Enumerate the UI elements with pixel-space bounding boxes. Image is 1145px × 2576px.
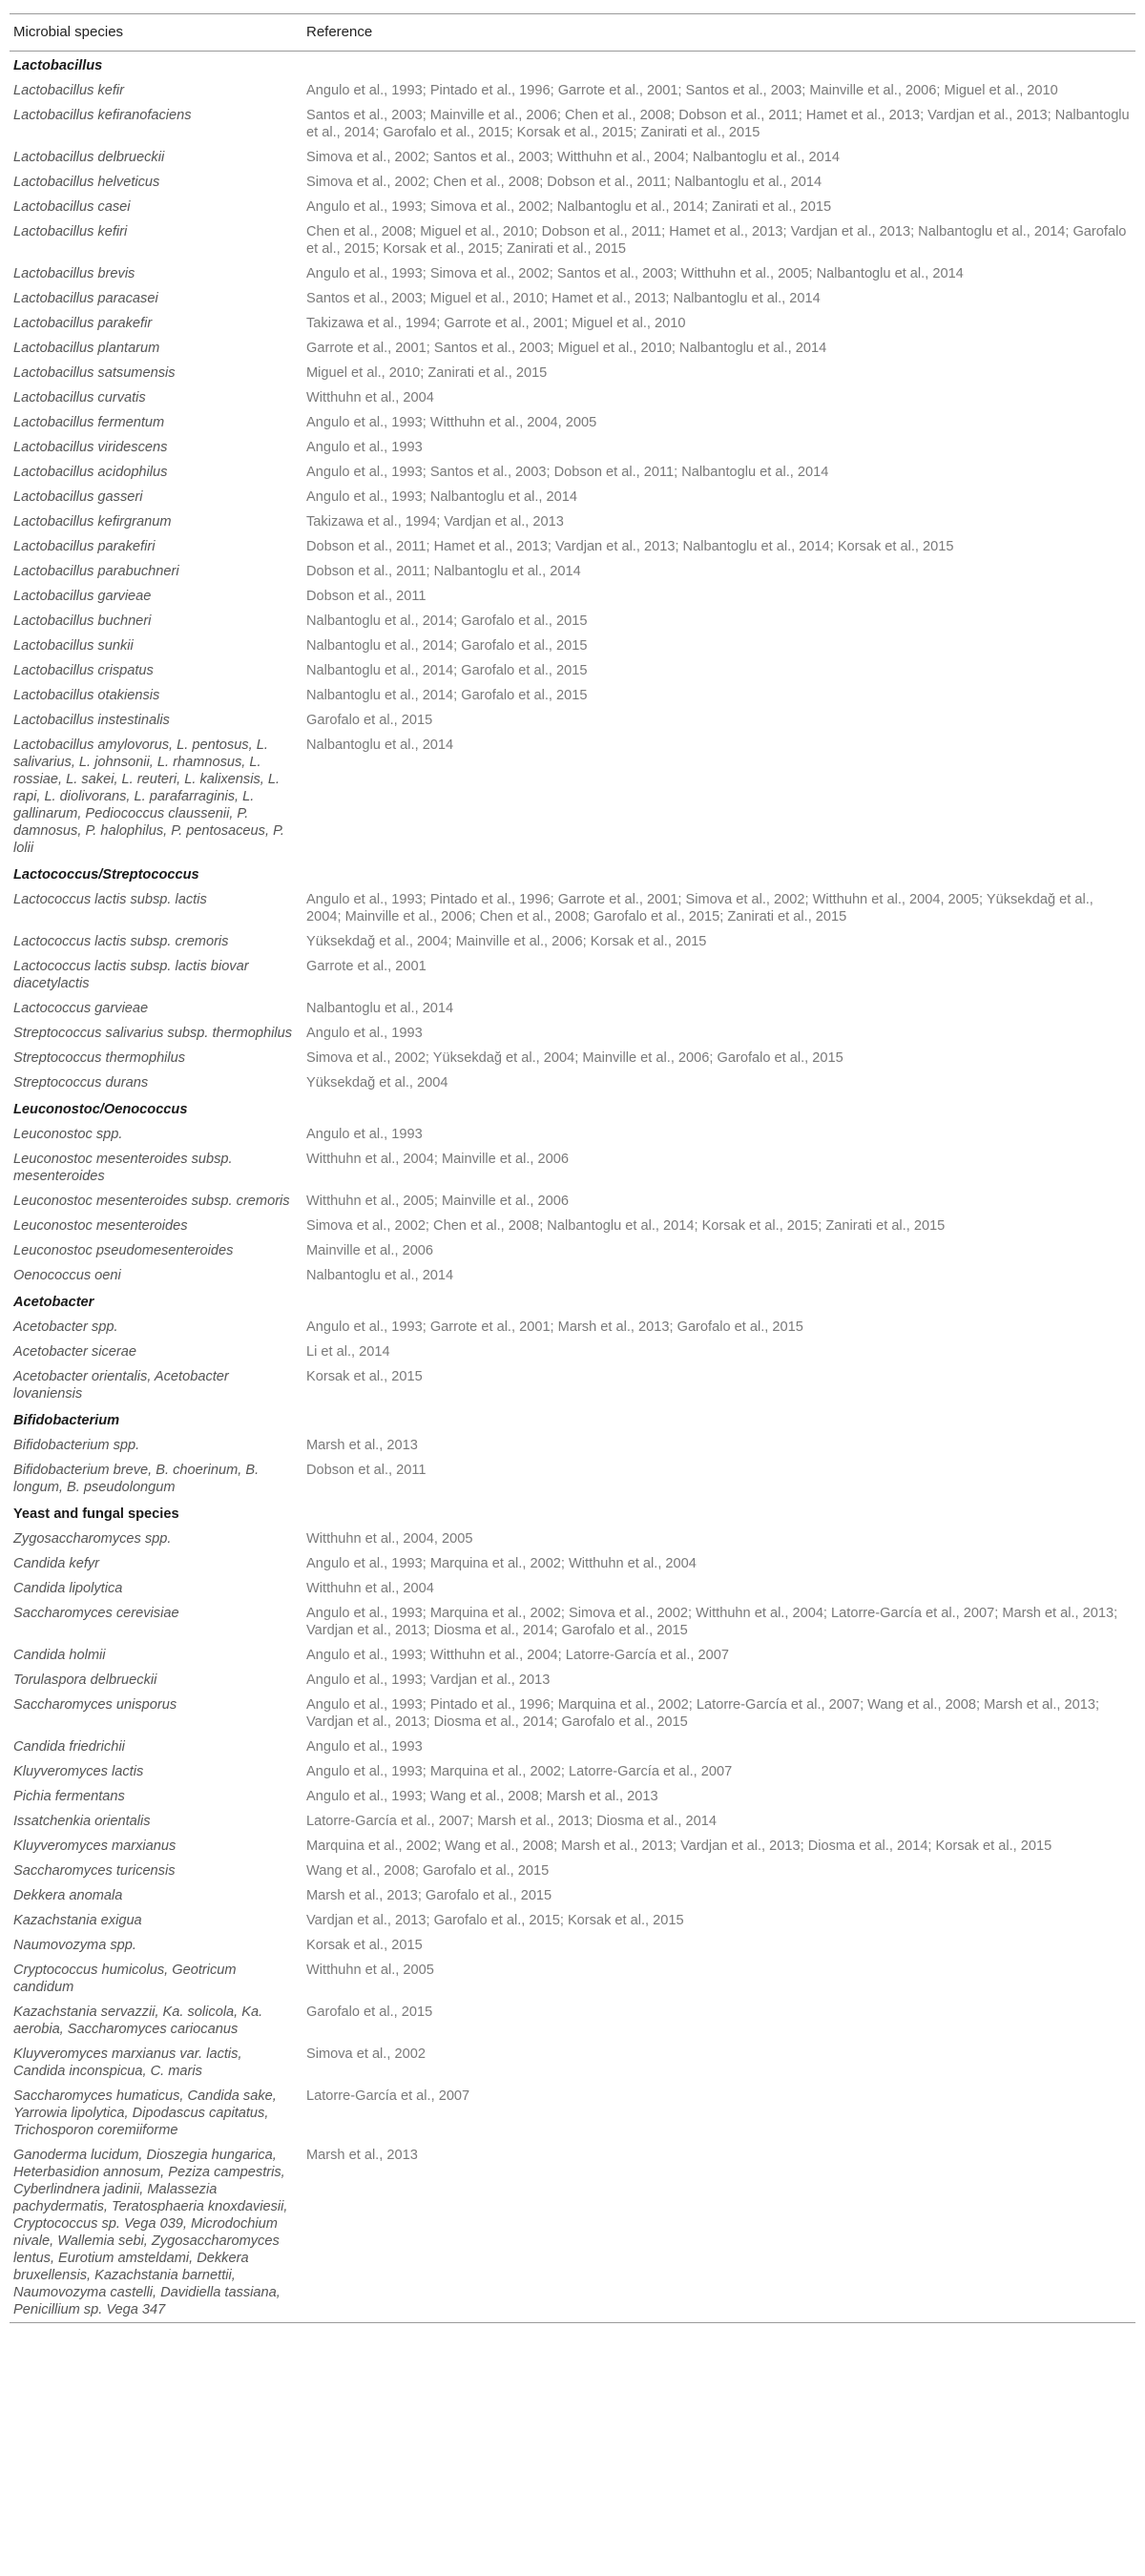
- reference-cell: Angulo et al., 1993: [306, 1127, 423, 1142]
- reference-cell: Angulo et al., 1993; Vardjan et al., 2013: [306, 1672, 551, 1688]
- table-row: [10, 1693, 1135, 1735]
- table-header: [10, 14, 1135, 52]
- reference-cell: Santos et al., 2003; Miguel et al., 2010; Hamet et al., 2013; Nalbantoglu et al., 2014: [306, 291, 821, 306]
- table-row: [10, 509, 1135, 534]
- species-cell: Lactobacillus crispatus: [13, 663, 154, 678]
- reference-cell: Miguel et al., 2010; Zanirati et al., 2015: [306, 365, 548, 381]
- reference-cell: Angulo et al., 1993; Pintado et al., 1996; Marquina et al., 2002; Latorre-García et al., 2007; Wang et al., 2008; Marsh et al., 2013; Vardjan et al., 2013; Diosma et al., 2014; Garofalo et al., 2015: [306, 1697, 1100, 1730]
- section-row: [10, 52, 1135, 79]
- species-cell: Lactobacillus satsumensis: [13, 365, 176, 381]
- species-cell: Saccharomyces unisporus: [13, 1697, 177, 1713]
- reference-cell: Marsh et al., 2013; Garofalo et al., 2015: [306, 1888, 552, 1903]
- species-cell: Lactobacillus acidophilus: [13, 465, 168, 480]
- table-row: [10, 286, 1135, 311]
- species-cell: Lactobacillus plantarum: [13, 341, 160, 356]
- table-row: [10, 385, 1135, 410]
- species-cell: Issatchenkia orientalis: [13, 1814, 151, 1829]
- species-cell: Leuconostoc mesenteroides subsp. cremoris: [13, 1194, 290, 1209]
- reference-cell: Wang et al., 2008; Garofalo et al., 2015: [306, 1863, 550, 1879]
- table-row: [10, 559, 1135, 584]
- species-cell: Lactobacillus helveticus: [13, 175, 160, 190]
- species-cell: Lactobacillus kefiri: [13, 224, 128, 239]
- species-cell: Leuconostoc mesenteroides subsp. mesenteroides: [13, 1152, 233, 1184]
- species-cell: Acetobacter spp.: [13, 1319, 118, 1335]
- reference-cell: Angulo et al., 1993; Garrote et al., 2001; Marsh et al., 2013; Garofalo et al., 2015: [306, 1319, 803, 1335]
- reference-cell: Mainville et al., 2006: [306, 1243, 434, 1258]
- species-cell: Leuconostoc mesenteroides: [13, 1218, 188, 1234]
- reference-cell: Chen et al., 2008; Miguel et al., 2010; Dobson et al., 2011; Hamet et al., 2013; Vardjan et al., 2013; Nalbantoglu et al., 2014; Garofalo et al., 2015; Korsak et al., 2015; Zanirati et al., 2015: [306, 224, 1127, 257]
- reference-cell: Marsh et al., 2013: [302, 2143, 1135, 2323]
- table-row: [10, 1189, 1135, 1214]
- table-row: [10, 1958, 1135, 2000]
- reference-cell: Angulo et al., 1993; Simova et al., 2002; Nalbantoglu et al., 2014; Zanirati et al., 2015: [306, 199, 832, 215]
- table-row: [10, 1601, 1135, 1643]
- reference-cell: Nalbantoglu et al., 2014: [306, 1268, 454, 1283]
- reference-cell: Garofalo et al., 2015: [306, 713, 433, 728]
- reference-cell: Angulo et al., 1993; Marquina et al., 2002; Witthuhn et al., 2004: [306, 1556, 697, 1571]
- species-cell: Saccharomyces humaticus, Candida sake, Yarrowia lipolytica, Dipodascus capitatus, Trichosporon coremiiforme: [13, 2088, 277, 2138]
- reference-cell: Dobson et al., 2011; Nalbantoglu et al., 2014: [306, 564, 581, 579]
- table-row: [10, 1834, 1135, 1859]
- reference-cell: Angulo et al., 1993: [306, 1739, 423, 1755]
- table-row: [10, 1908, 1135, 1933]
- table-row: [10, 584, 1135, 609]
- reference-cell: Dobson et al., 2011: [306, 1463, 427, 1478]
- table-row: [10, 410, 1135, 435]
- section-title: Leuconostoc/Oenococcus: [13, 1102, 188, 1117]
- species-cell: Lactococcus lactis subsp. lactis: [13, 892, 207, 907]
- table-row: [10, 708, 1135, 733]
- species-cell: Lactobacillus brevis: [13, 266, 135, 281]
- table-row: [10, 1147, 1135, 1189]
- species-cell: Streptococcus durans: [13, 1075, 149, 1091]
- table-row: [10, 534, 1135, 559]
- reference-cell: Angulo et al., 1993; Pintado et al., 1996; Garrote et al., 2001; Santos et al., 2003; Mainville et al., 2006; Miguel et al., 2010: [306, 83, 1058, 98]
- reference-cell: Witthuhn et al., 2005: [306, 1963, 434, 1978]
- table-row: [10, 361, 1135, 385]
- table-row: [10, 1364, 1135, 1406]
- table-row: [10, 1735, 1135, 1759]
- table-row: [10, 683, 1135, 708]
- reference-cell: Li et al., 2014: [306, 1344, 390, 1360]
- species-cell: Lactobacillus parakefir: [13, 316, 153, 331]
- microbial-species-table: [10, 13, 1135, 2323]
- reference-cell: Nalbantoglu et al., 2014: [306, 1001, 454, 1016]
- table-row: [10, 658, 1135, 683]
- table-row: [10, 2084, 1135, 2143]
- reference-cell: Witthuhn et al., 2004: [306, 390, 434, 405]
- reference-cell: Garrote et al., 2001; Santos et al., 2003; Miguel et al., 2010; Nalbantoglu et al., 2014: [306, 341, 827, 356]
- species-cell: Acetobacter sicerae: [13, 1344, 136, 1360]
- table-row: [10, 145, 1135, 170]
- table-row: [10, 1433, 1135, 1458]
- reference-cell: Garrote et al., 2001: [306, 959, 427, 974]
- species-cell: Bifidobacterium spp.: [13, 1438, 140, 1453]
- section-title: Acetobacter: [13, 1295, 94, 1310]
- table-row: [10, 261, 1135, 286]
- reference-cell: Nalbantoglu et al., 2014; Garofalo et al., 2015: [306, 688, 588, 703]
- reference-cell: Korsak et al., 2015: [306, 1938, 423, 1953]
- species-cell: Lactobacillus amylovorus, L. pentosus, L. salivarius, L. johnsonii, L. rhamnosus, L. rossiae, L. sakei, L. reuteri, L. kalixensis, L. rapi, L. diolivorans, L. parafarraginis, L. gallinarum, Pediococcus claussenii, P. damnosus, P. halophilus, P. pentosaceus, P. lolii: [13, 737, 284, 856]
- species-cell: Oenococcus oeni: [13, 1268, 121, 1283]
- reference-cell: Marquina et al., 2002; Wang et al., 2008; Marsh et al., 2013; Vardjan et al., 2013; Diosma et al., 2014; Korsak et al., 2015: [306, 1839, 1052, 1854]
- species-cell: Streptococcus thermophilus: [13, 1050, 186, 1066]
- species-cell: Lactobacillus viridescens: [13, 440, 168, 455]
- reference-cell: Angulo et al., 1993; Marquina et al., 2002; Latorre-García et al., 2007: [306, 1764, 733, 1779]
- table-row: [10, 954, 1135, 996]
- reference-cell: Nalbantoglu et al., 2014; Garofalo et al., 2015: [306, 613, 588, 629]
- species-cell: Leuconostoc pseudomesenteroides: [13, 1243, 234, 1258]
- species-cell: Lactobacillus instestinalis: [13, 713, 170, 728]
- species-cell: Kluyveromyces marxianus: [13, 1839, 177, 1854]
- table-row: [10, 336, 1135, 361]
- species-cell: Naumovozyma spp.: [13, 1938, 136, 1953]
- table-row: [10, 1340, 1135, 1364]
- section-title: Lactococcus/Streptococcus: [13, 867, 199, 883]
- section-title: Yeast and fungal species: [13, 1506, 179, 1522]
- species-cell: Kazachstania servazzii, Ka. solicola, Ka. aerobia, Saccharomyces cariocanus: [13, 2005, 263, 2037]
- table-row: [10, 2143, 1135, 2323]
- reference-cell: Angulo et al., 1993; Santos et al., 2003; Dobson et al., 2011; Nalbantoglu et al., 2014: [306, 465, 829, 480]
- reference-cell: Witthuhn et al., 2004: [306, 1581, 434, 1596]
- species-cell: Lactobacillus paracasei: [13, 291, 158, 306]
- table-row: [10, 1933, 1135, 1958]
- reference-cell: Yüksekdağ et al., 2004: [306, 1075, 448, 1091]
- species-cell: Streptococcus salivarius subsp. thermophilus: [13, 1026, 293, 1041]
- reference-cell: Simova et al., 2002: [306, 2046, 426, 2062]
- table-row: [10, 1883, 1135, 1908]
- reference-cell: Angulo et al., 1993; Marquina et al., 2002; Simova et al., 2002; Witthuhn et al., 2004; Latorre-García et al., 2007; Marsh et al., 2013; Vardjan et al., 2013; Diosma et al., 2014; Garofalo et al., 2015: [306, 1606, 1118, 1638]
- reference-cell: Santos et al., 2003; Mainville et al., 2006; Chen et al., 2008; Dobson et al., 2011; Hamet et al., 2013; Vardjan et al., 2013; Nalbantoglu et al., 2014; Garofalo et al., 2015; Korsak et al., 2015; Zanirati et al., 2015: [306, 108, 1130, 140]
- reference-cell: Angulo et al., 1993; Witthuhn et al., 2004; Latorre-García et al., 2007: [306, 1648, 729, 1663]
- section-row: [10, 1406, 1135, 1433]
- table-row: [10, 1759, 1135, 1784]
- species-cell: Lactobacillus kefirgranum: [13, 514, 172, 530]
- table-row: [10, 1021, 1135, 1046]
- species-cell: Saccharomyces cerevisiae: [13, 1606, 179, 1621]
- reference-cell: Simova et al., 2002; Chen et al., 2008; Nalbantoglu et al., 2014; Korsak et al., 2015; Zanirati et al., 2015: [306, 1218, 946, 1234]
- reference-cell: Simova et al., 2002; Santos et al., 2003; Witthuhn et al., 2004; Nalbantoglu et al., 2014: [306, 150, 840, 165]
- species-cell: Lactobacillus otakiensis: [13, 688, 160, 703]
- section-row: [10, 861, 1135, 887]
- species-cell: Lactobacillus kefiranofaciens: [13, 108, 192, 123]
- reference-cell: Angulo et al., 1993; Pintado et al., 1996; Garrote et al., 2001; Simova et al., 2002; Witthuhn et al., 2004, 2005; Yüksekdağ et al., 2004; Mainville et al., 2006; Chen et al., 2008; Garofalo et al., 2015; Zanirati et al., 2015: [306, 892, 1093, 924]
- table-row: [10, 609, 1135, 634]
- species-cell: Candida friedrichii: [13, 1739, 125, 1755]
- section-title: Bifidobacterium: [13, 1413, 120, 1428]
- reference-cell: Nalbantoglu et al., 2014: [306, 737, 454, 753]
- reference-cell: Korsak et al., 2015: [306, 1369, 423, 1384]
- species-cell: Lactobacillus curvatis: [13, 390, 146, 405]
- species-cell: Candida lipolytica: [13, 1581, 123, 1596]
- table-row: [10, 1551, 1135, 1576]
- reference-cell: Nalbantoglu et al., 2014; Garofalo et al., 2015: [306, 663, 588, 678]
- table-row: [10, 1315, 1135, 1340]
- table-row: [10, 1668, 1135, 1693]
- table-row: [10, 929, 1135, 954]
- species-cell: Acetobacter orientalis, Acetobacter lovaniensis: [13, 1369, 229, 1402]
- species-cell: Lactococcus garvieae: [13, 1001, 149, 1016]
- table-row: [10, 1214, 1135, 1238]
- species-cell: Lactobacillus gasseri: [13, 489, 143, 505]
- species-cell: Lactococcus lactis subsp. cremoris: [13, 934, 229, 949]
- species-cell: Leuconostoc spp.: [13, 1127, 123, 1142]
- reference-cell: Angulo et al., 1993: [306, 440, 423, 455]
- table-row: [10, 78, 1135, 103]
- table-row: [10, 2000, 1135, 2042]
- reference-cell: Witthuhn et al., 2004, 2005: [306, 1531, 473, 1547]
- reference-cell: Angulo et al., 1993; Simova et al., 2002; Santos et al., 2003; Witthuhn et al., 2005; Nalbantoglu et al., 2014: [306, 266, 964, 281]
- table-row: [10, 1643, 1135, 1668]
- species-cell: Lactobacillus delbrueckii: [13, 150, 165, 165]
- species-cell: Lactobacillus parabuchneri: [13, 564, 179, 579]
- species-cell: Zygosaccharomyces spp.: [13, 1531, 172, 1547]
- table-row: [10, 170, 1135, 195]
- species-cell: Lactobacillus parakefiri: [13, 539, 156, 554]
- reference-cell: Yüksekdağ et al., 2004; Mainville et al., 2006; Korsak et al., 2015: [306, 934, 707, 949]
- reference-cell: Angulo et al., 1993: [306, 1026, 423, 1041]
- species-cell: Kazachstania exigua: [13, 1913, 142, 1928]
- table-row: [10, 1263, 1135, 1288]
- section-row: [10, 1095, 1135, 1122]
- table-row: [10, 219, 1135, 261]
- species-cell: Lactobacillus garvieae: [13, 589, 152, 604]
- species-cell: Lactobacillus kefir: [13, 83, 124, 98]
- header-row: [10, 14, 1135, 52]
- species-cell: Pichia fermentans: [13, 1789, 125, 1804]
- reference-cell: Simova et al., 2002; Yüksekdağ et al., 2004; Mainville et al., 2006; Garofalo et al., 2015: [306, 1050, 843, 1066]
- species-cell: Candida holmii: [13, 1648, 106, 1663]
- species-cell: Lactobacillus casei: [13, 199, 131, 215]
- reference-cell: Witthuhn et al., 2004; Mainville et al., 2006: [306, 1152, 570, 1167]
- reference-cell: Witthuhn et al., 2005; Mainville et al., 2006: [306, 1194, 570, 1209]
- reference-cell: Angulo et al., 1993; Wang et al., 2008; Marsh et al., 2013: [306, 1789, 658, 1804]
- section-title: Lactobacillus: [13, 58, 103, 73]
- table-row: [10, 435, 1135, 460]
- reference-cell: Simova et al., 2002; Chen et al., 2008; Dobson et al., 2011; Nalbantoglu et al., 2014: [306, 175, 822, 190]
- table-row: [10, 1527, 1135, 1551]
- species-cell: Lactobacillus sunkii: [13, 638, 134, 654]
- table-row: [10, 311, 1135, 336]
- species-cell: Torulaspora delbrueckii: [13, 1672, 157, 1688]
- table-row: [10, 195, 1135, 219]
- table-row: [10, 1784, 1135, 1809]
- table-row: [10, 634, 1135, 658]
- table-row: [10, 1070, 1135, 1095]
- reference-cell: Nalbantoglu et al., 2014; Garofalo et al., 2015: [306, 638, 588, 654]
- column-header-reference: Reference: [306, 24, 373, 40]
- table-row: [10, 733, 1135, 861]
- column-header-species: Microbial species: [13, 24, 124, 40]
- reference-cell: Angulo et al., 1993; Nalbantoglu et al., 2014: [306, 489, 577, 505]
- reference-cell: Dobson et al., 2011; Hamet et al., 2013; Vardjan et al., 2013; Nalbantoglu et al., 2014; Korsak et al., 2015: [306, 539, 954, 554]
- table-row: [10, 2042, 1135, 2084]
- table-body: [10, 52, 1135, 2323]
- reference-cell: Marsh et al., 2013: [306, 1438, 418, 1453]
- reference-cell: Latorre-García et al., 2007; Marsh et al., 2013; Diosma et al., 2014: [306, 1814, 717, 1829]
- reference-cell: Dobson et al., 2011: [306, 589, 427, 604]
- species-cell: Kluyveromyces lactis: [13, 1764, 144, 1779]
- table-row: [10, 1859, 1135, 1883]
- species-cell: Saccharomyces turicensis: [13, 1863, 176, 1879]
- table-row: [10, 1238, 1135, 1263]
- species-cell: Bifidobacterium breve, B. choerinum, B. longum, B. pseudolongum: [13, 1463, 260, 1495]
- species-cell: Lactobacillus buchneri: [13, 613, 152, 629]
- reference-cell: Vardjan et al., 2013; Garofalo et al., 2015; Korsak et al., 2015: [306, 1913, 684, 1928]
- section-row: [10, 1288, 1135, 1315]
- species-cell: Cryptococcus humicolus, Geotricum candidum: [13, 1963, 237, 1995]
- reference-cell: Garofalo et al., 2015: [306, 2005, 433, 2020]
- table-row: [10, 887, 1135, 929]
- table-row: [10, 996, 1135, 1021]
- species-cell: Dekkera anomala: [13, 1888, 123, 1903]
- reference-cell: Takizawa et al., 1994; Garrote et al., 2001; Miguel et al., 2010: [306, 316, 686, 331]
- table-row: [10, 460, 1135, 485]
- reference-cell: Takizawa et al., 1994; Vardjan et al., 2013: [306, 514, 564, 530]
- table-row: [10, 1576, 1135, 1601]
- table-row: [10, 1122, 1135, 1147]
- table-row: [10, 103, 1135, 145]
- section-row: [10, 1500, 1135, 1527]
- reference-cell: Latorre-García et al., 2007: [306, 2088, 470, 2104]
- species-cell: Lactobacillus fermentum: [13, 415, 165, 430]
- species-cell: Kluyveromyces marxianus var. lactis, Candida inconspicua, C. maris: [13, 2046, 242, 2079]
- species-cell: Ganoderma lucidum, Dioszegia hungarica, Heterbasidion annosum, Peziza campestris, Cyberlindnera jadinii, Malassezia pachydermatis, Teratosphaeria knoxdaviesii, Cryptococcus sp. Vega 039, Microdochium nivale, Wallemia sebi, Zygosaccharomyces lentus, Eurotium amsteldami, Dekkera bruxellensis, Kazachstania barnettii, Naumovozyma castelli, Davidiella tassiana, Penicillium sp. Vega 347: [10, 2143, 302, 2323]
- species-cell: Candida kefyr: [13, 1556, 100, 1571]
- table-row: [10, 1046, 1135, 1070]
- table-row: [10, 1809, 1135, 1834]
- table-row: [10, 485, 1135, 509]
- reference-cell: Angulo et al., 1993; Witthuhn et al., 2004, 2005: [306, 415, 597, 430]
- table-row: [10, 1458, 1135, 1500]
- species-cell: Lactococcus lactis subsp. lactis biovar diacetylactis: [13, 959, 249, 991]
